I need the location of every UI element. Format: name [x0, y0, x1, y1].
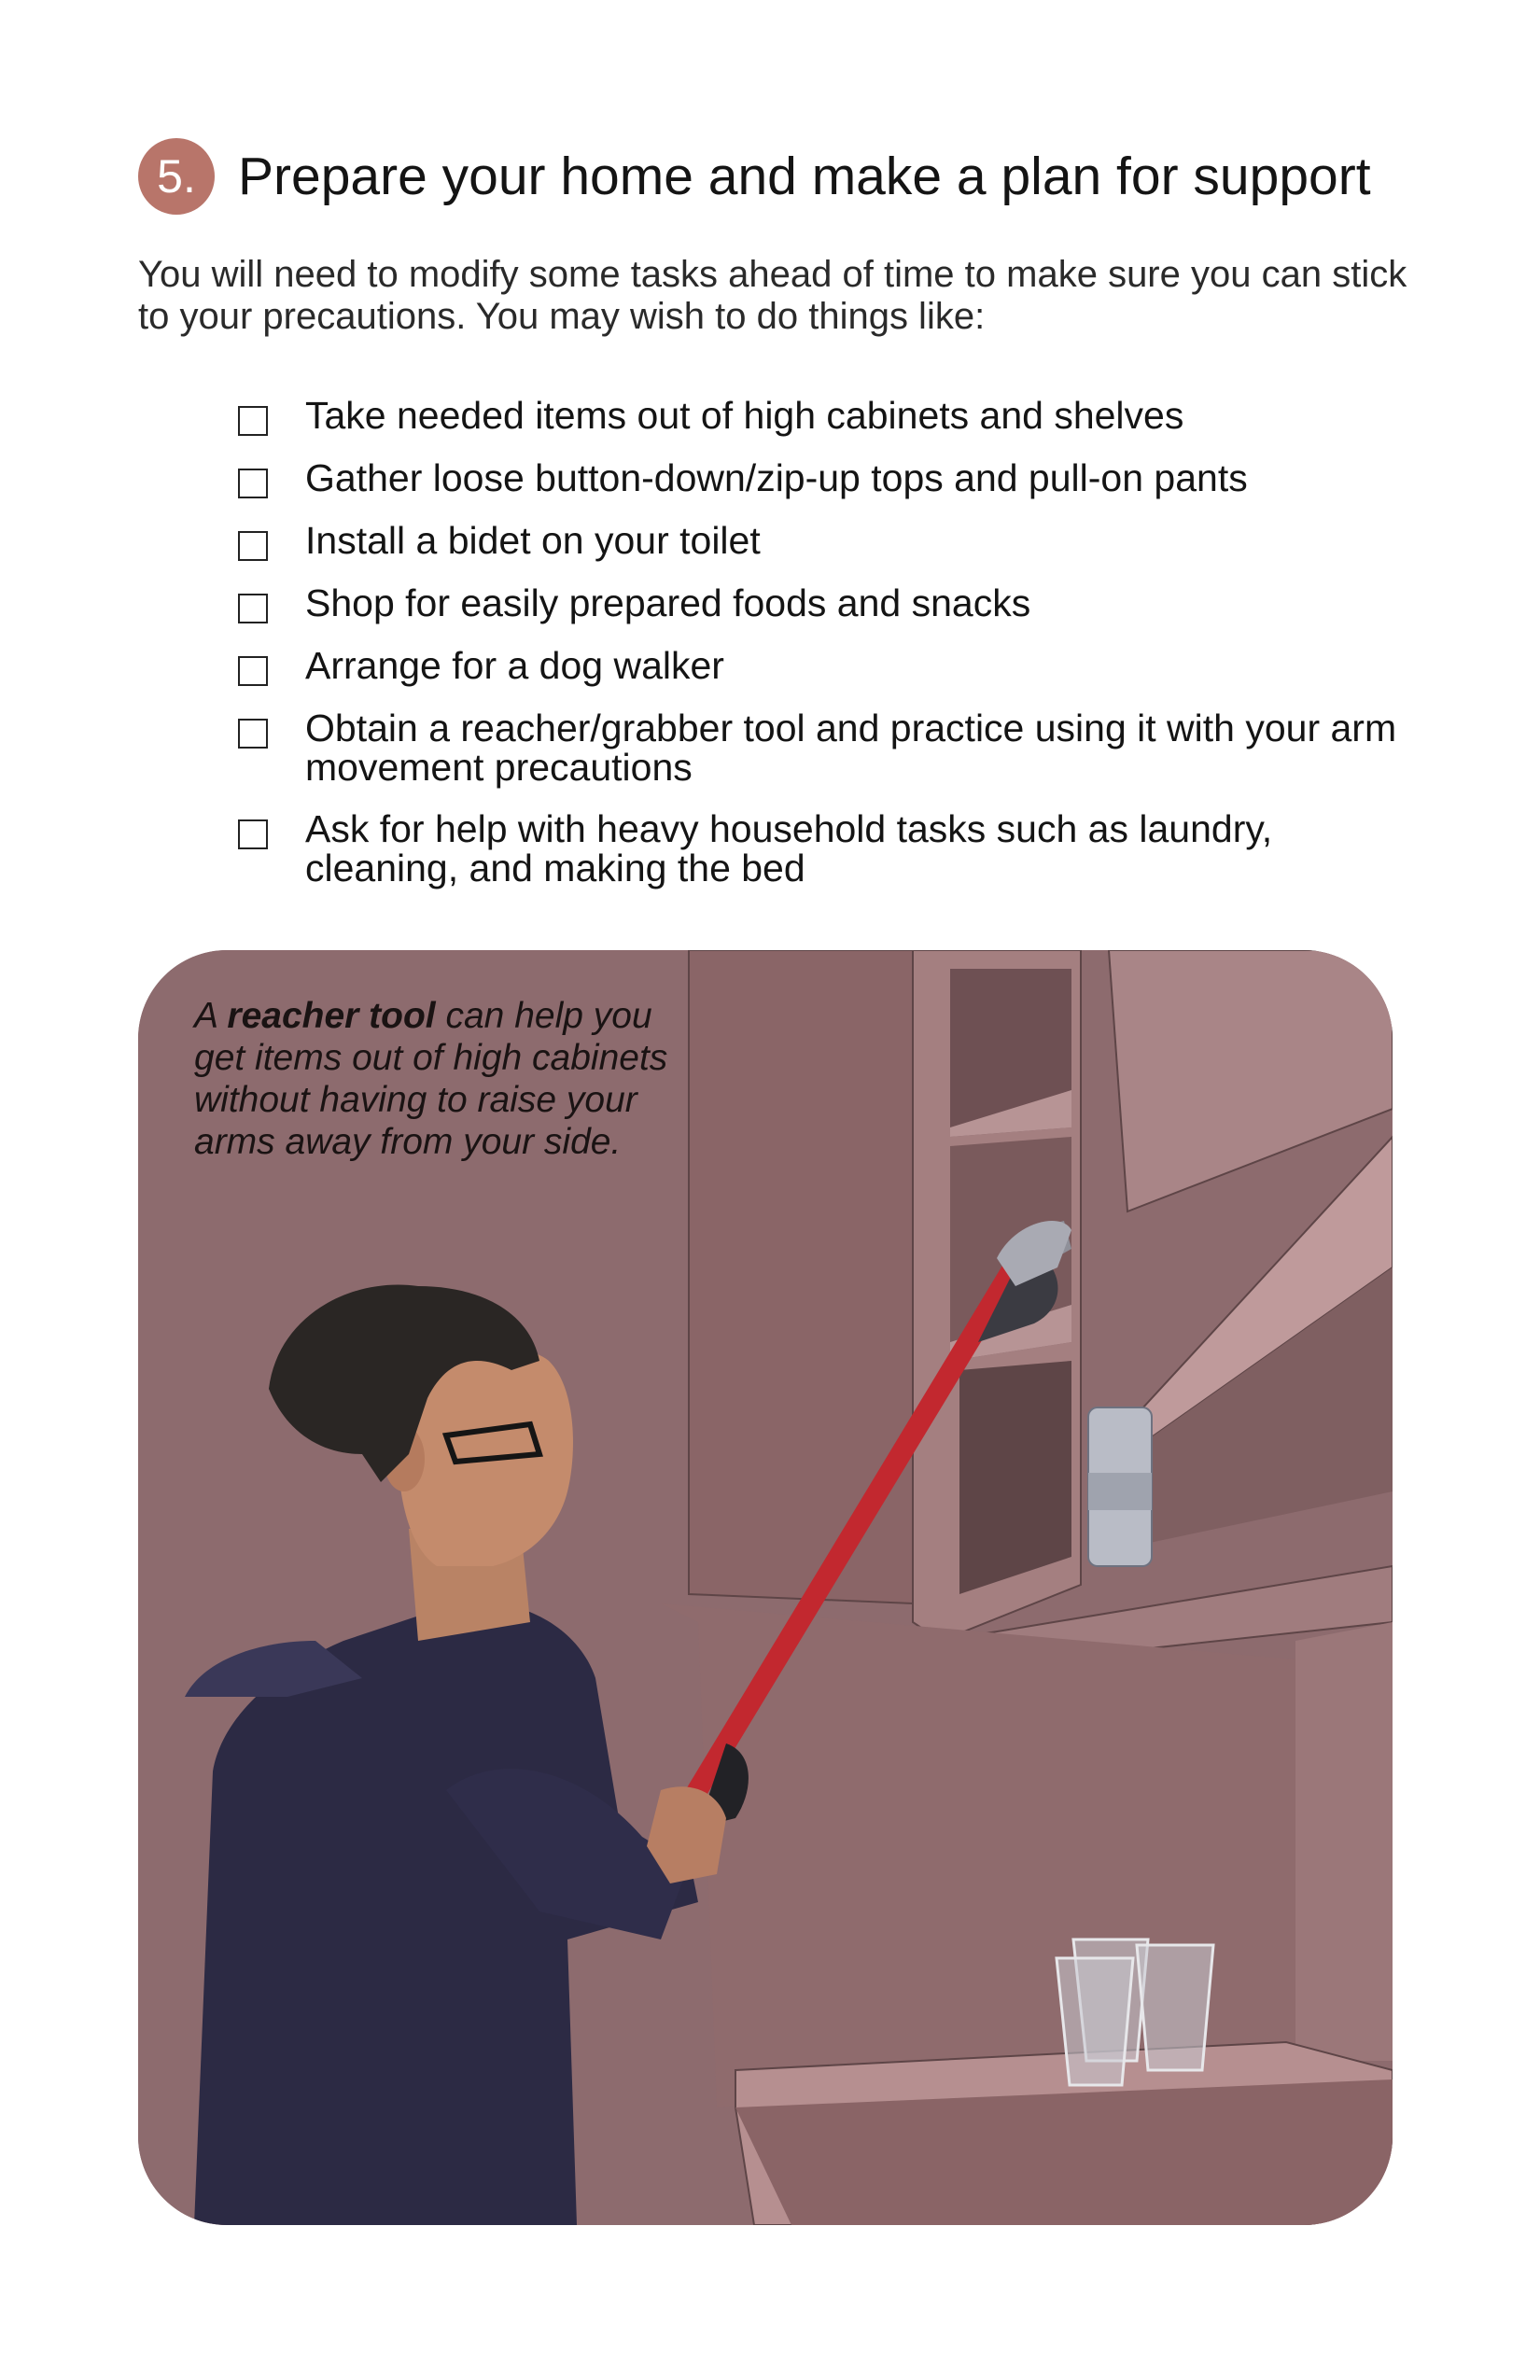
checklist-item: [238, 583, 1414, 623]
checklist-item-label: Take needed items out of high cabinets and shelves: [305, 394, 1184, 437]
checklist-item: [238, 396, 1414, 436]
checkbox[interactable]: [238, 469, 268, 498]
caption-prefix: A: [194, 996, 228, 1036]
checkbox[interactable]: [238, 719, 268, 749]
checklist-item: [238, 521, 1414, 561]
checkbox[interactable]: [238, 406, 268, 436]
checklist-item-label: Install a bidet on your toilet: [305, 519, 761, 562]
checklist-item-label: Shop for easily prepared foods and snacks: [305, 581, 1031, 624]
checklist-item-label: Gather loose button-down/zip-up tops and pull-on pants: [305, 456, 1248, 499]
checkbox[interactable]: [238, 656, 268, 686]
caption-bold-term: reacher tool: [227, 996, 436, 1036]
checklist-item-label: Arrange for a dog walker: [305, 644, 724, 687]
caption-suffix: can help you get items out of high cabinets without having to raise your arms away from your side.: [194, 996, 668, 1162]
checklist-item: [238, 646, 1414, 686]
checklist-item: [238, 458, 1414, 498]
step-number-badge: 5.: [138, 138, 215, 215]
preparation-checklist: [238, 396, 1414, 888]
section-title: Prepare your home and make a plan for support: [238, 147, 1371, 206]
checkbox[interactable]: [238, 819, 268, 849]
checkbox[interactable]: [238, 531, 268, 561]
checklist-item: [238, 809, 1414, 888]
checklist-item-label: Obtain a reacher/grabber tool and practice using it with your arm movement precautions: [305, 707, 1397, 789]
intro-paragraph: You will need to modify some tasks ahead of time to make sure you can stick to your precautions. You may wish to do things like:: [138, 254, 1407, 337]
reacher-tool-illustration: [138, 950, 1393, 2225]
checkbox[interactable]: [238, 594, 268, 623]
checklist-item-label: Ask for help with heavy household tasks such as laundry, cleaning, and making the bed: [305, 807, 1273, 889]
checklist-item: [238, 708, 1414, 787]
illustration-caption: [194, 995, 679, 1163]
